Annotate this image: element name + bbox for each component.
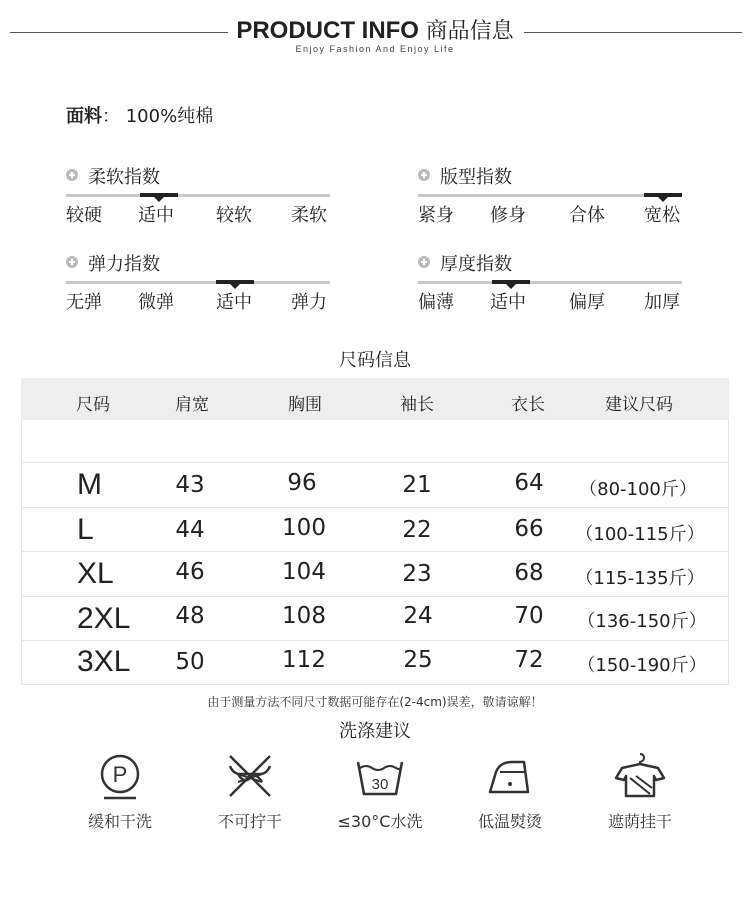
recommend-cell: （115-135斤）: [575, 568, 705, 589]
svg-text:30: 30: [371, 776, 389, 793]
recommend-cell: （100-115斤）: [575, 524, 705, 545]
measurement-note: 由于测量方法不同尺寸数据可能存在(2-4cm)误差，敬请谅解！: [207, 695, 543, 709]
recommend-cell: （150-190斤）: [577, 655, 707, 676]
care-label: 不可拧干: [217, 812, 283, 831]
size-cell: M: [77, 468, 102, 501]
fit-marker: [644, 193, 682, 197]
sleeve-cell: 22: [402, 517, 432, 543]
softness-title: 柔软指数: [88, 167, 160, 188]
chest-cell: 108: [282, 603, 326, 629]
care-label: ≤30°C水洗: [337, 812, 423, 831]
title-cn: 商品信息: [425, 19, 514, 44]
length-cell: 68: [514, 560, 544, 586]
shoulder-cell: 48: [175, 603, 205, 629]
chest-cell: 100: [282, 515, 326, 541]
length-cell: 64: [514, 470, 544, 496]
row-divider: [21, 462, 729, 463]
shoulder-cell: 50: [175, 649, 205, 675]
wash-30-icon: [352, 750, 408, 802]
care-label: 低温熨烫: [477, 812, 543, 831]
chest-cell: 112: [282, 647, 326, 673]
fit-option: 宽松: [644, 205, 680, 226]
elasticity-plus-icon: [66, 256, 78, 268]
row-divider: [21, 551, 729, 552]
iron-low-icon: [482, 750, 538, 802]
recommend-cell: （136-150斤）: [577, 611, 707, 632]
fit-title: 版型指数: [440, 167, 512, 188]
fabric-info: [66, 102, 213, 128]
softness-plus-icon: [66, 169, 78, 181]
header-size: 尺码: [76, 395, 110, 415]
sleeve-cell: 23: [402, 561, 432, 587]
thickness-marker: [492, 280, 530, 284]
care-section-title: 洗涤建议: [339, 721, 411, 742]
shoulder-cell: 44: [175, 517, 205, 543]
elasticity-bar: [66, 281, 330, 284]
care-label: 遮荫挂干: [607, 812, 673, 831]
header-length: 衣长: [511, 395, 545, 415]
dry-clean-p-icon: [92, 750, 148, 802]
chest-cell: 96: [287, 470, 317, 496]
softness-marker: [140, 193, 178, 197]
header-chest: 胸围: [288, 395, 322, 415]
sleeve-cell: 24: [403, 603, 433, 629]
thickness-option: 偏薄: [418, 292, 454, 313]
softness-option: 较硬: [66, 205, 102, 226]
size-cell: 3XL: [77, 645, 131, 678]
header-recommend: 建议尺码: [605, 395, 673, 415]
row-divider: [21, 596, 729, 597]
recommend-cell: （80-100斤）: [579, 479, 697, 500]
elasticity-option: 弹力: [291, 292, 327, 313]
elasticity-title: 弹力指数: [88, 254, 160, 275]
shoulder-cell: 43: [175, 472, 205, 498]
do-not-wring-icon: [222, 750, 278, 802]
title-en: PRODUCT INFO: [236, 17, 419, 44]
softness-option: 较软: [216, 205, 252, 226]
softness-bar: [66, 194, 330, 197]
fabric-value: 100%纯棉: [125, 106, 214, 127]
size-cell: XL: [77, 557, 114, 590]
fit-plus-icon: [418, 169, 430, 181]
thickness-plus-icon: [418, 256, 430, 268]
row-divider: [21, 507, 729, 508]
fit-option: 紧身: [418, 205, 454, 226]
thickness-option: 适中: [490, 292, 526, 313]
fit-bar: [418, 194, 682, 197]
elasticity-option: 适中: [216, 292, 252, 313]
size-cell: L: [77, 513, 94, 546]
page-subtitle: Enjoy Fashion And Enjoy Life: [295, 44, 455, 54]
fit-option: 合体: [569, 205, 605, 226]
fabric-separator: ：: [102, 106, 120, 127]
svg-text:P: P: [112, 762, 128, 787]
thickness-option: 加厚: [644, 292, 680, 313]
size-table-header: [21, 378, 729, 420]
page-title: [0, 14, 750, 45]
softness-option: 柔软: [291, 205, 327, 226]
length-cell: 66: [514, 516, 544, 542]
header-sleeve: 袖长: [400, 395, 434, 415]
fit-option: 修身: [490, 205, 526, 226]
elasticity-marker: [216, 280, 254, 284]
header-shoulder: 肩宽: [175, 395, 209, 415]
thickness-title: 厚度指数: [440, 254, 512, 275]
length-cell: 70: [514, 603, 544, 629]
sleeve-cell: 21: [402, 472, 432, 498]
shade-hang-dry-icon: [612, 750, 668, 802]
thickness-bar: [418, 281, 682, 284]
elasticity-option: 微弹: [138, 292, 174, 313]
row-divider: [21, 640, 729, 641]
softness-option: 适中: [138, 205, 174, 226]
sleeve-cell: 25: [403, 647, 433, 673]
length-cell: 72: [514, 647, 544, 673]
thickness-option: 偏厚: [569, 292, 605, 313]
size-section-title: 尺码信息: [339, 350, 411, 371]
chest-cell: 104: [282, 559, 326, 585]
care-label: 缓和干洗: [87, 812, 153, 831]
elasticity-option: 无弹: [66, 292, 102, 313]
size-cell: 2XL: [77, 602, 131, 635]
fabric-label: 面料: [66, 106, 102, 127]
shoulder-cell: 46: [175, 559, 205, 585]
